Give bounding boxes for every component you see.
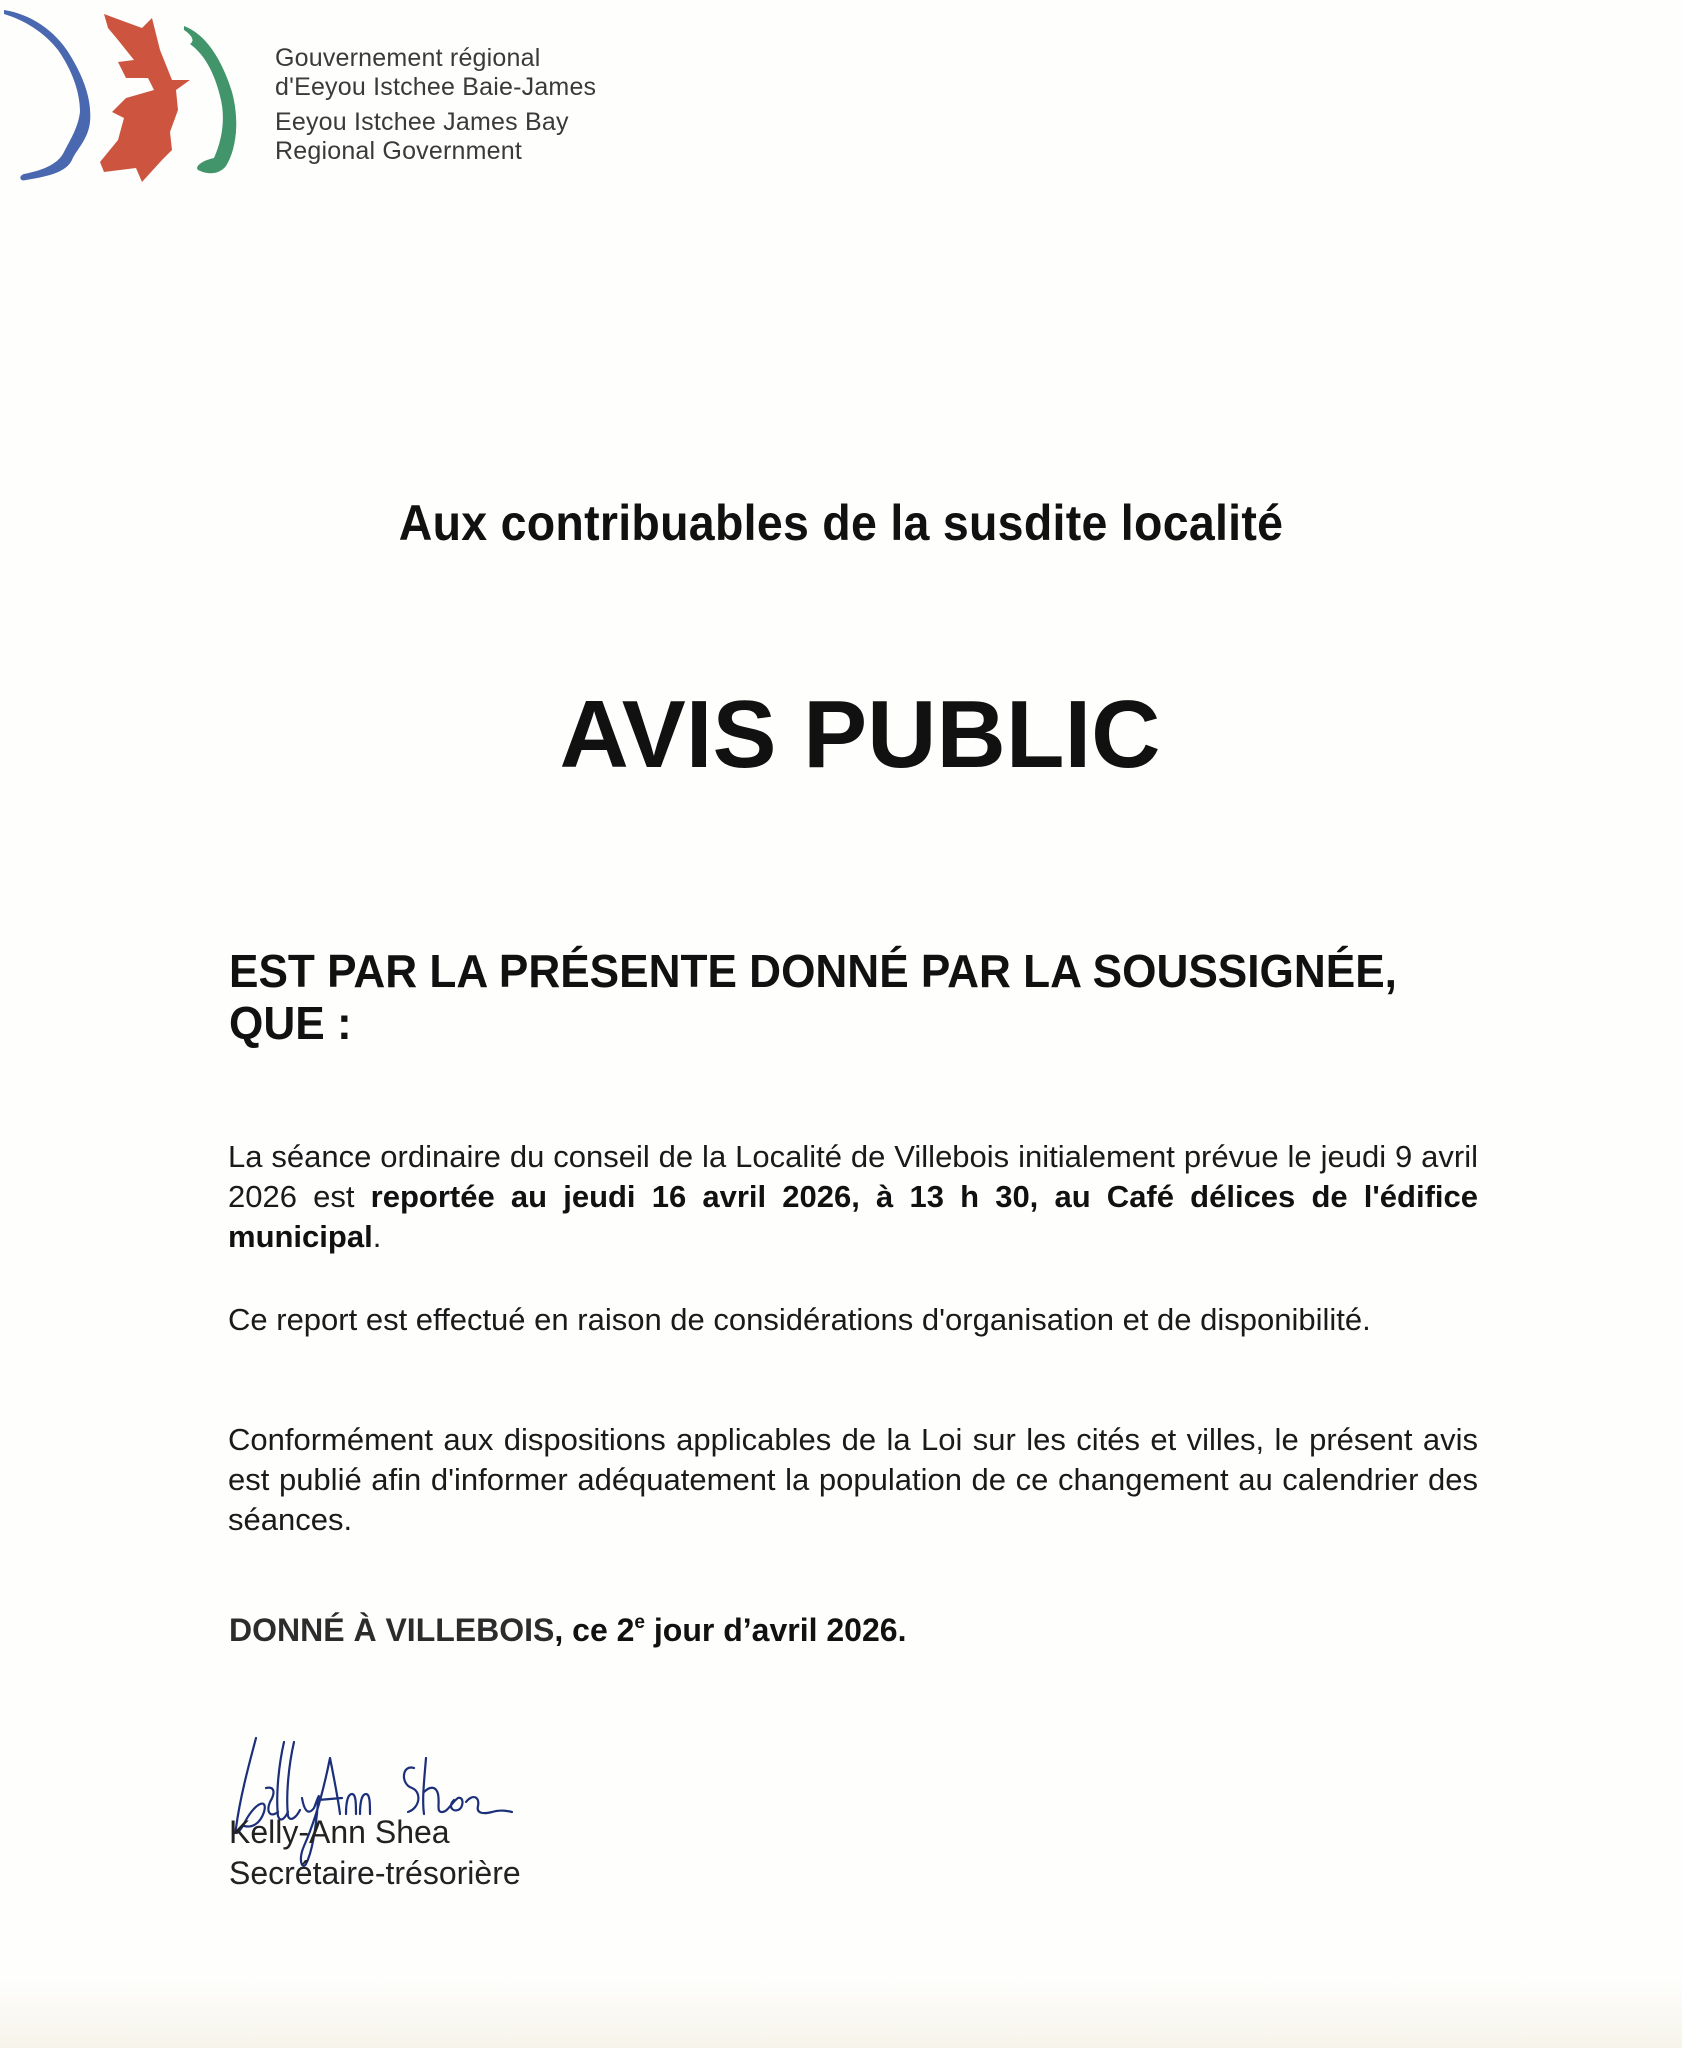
given-date-prefix: , ce 2 xyxy=(554,1612,635,1648)
paragraph-postponement-new-date: reportée au jeudi 16 avril 2026, à 13 h 30, au Café délices de l'édifice municipal xyxy=(228,1179,1478,1254)
signer-title: Secrétaire-trésorière xyxy=(229,1855,521,1891)
recipients-heading: Aux contribuables de la susdite localité xyxy=(398,495,1284,551)
signature-stroke-shea xyxy=(404,1758,512,1814)
logo-blue-stroke xyxy=(4,10,90,180)
notice-title: AVIS PUBLIC xyxy=(559,681,1161,788)
intro-line-1: EST PAR LA PRÉSENTE DONNÉ PAR LA SOUSSIGNÉE, xyxy=(229,945,1397,997)
org-name-en-line2: Regional Government xyxy=(275,137,522,165)
org-name-fr-line1: Gouvernement régional xyxy=(275,44,541,72)
given-date-ordinal: e xyxy=(634,1612,645,1633)
signature-stroke-ann xyxy=(346,1794,370,1814)
org-name-en-line1: Eeyou Istchee James Bay xyxy=(275,108,569,136)
logo-green-stroke xyxy=(184,26,236,173)
given-place: DONNÉ À VILLEBOIS xyxy=(229,1612,555,1648)
paper-edge-shadow xyxy=(0,1978,1682,2048)
eeyou-istchee-logo xyxy=(0,0,250,200)
intro-line-2: QUE : xyxy=(229,997,352,1049)
paragraph-postponement xyxy=(228,1137,1478,1257)
paragraph-legal-basis: Conformément aux dispositions applicables de la Loi sur les cités et villes, le présent avis est publié afin d'informer adéquatement la population de ce changement au calendrier des séances. xyxy=(228,1422,1478,1537)
paragraph-postponement-end: . xyxy=(372,1219,382,1254)
org-name-fr-line2: d'Eeyou Istchee Baie-James xyxy=(275,73,597,101)
logo-red-feather xyxy=(100,14,190,182)
given-date-suffix: jour d’avril 2026. xyxy=(645,1612,907,1648)
paragraph-postponement-text: La séance ordinaire du conseil de la Localité de Villebois initialement prévue le jeudi 9 avril 2026 est xyxy=(228,1139,1478,1214)
given-at-statement xyxy=(229,1612,906,1649)
organization-name xyxy=(275,44,596,166)
signer-name: Kelly-Ann Shea xyxy=(229,1814,450,1850)
paragraph-reason: Ce report est effectué en raison de considérations d'organisation et de disponibilité. xyxy=(228,1302,1371,1337)
intro-statement xyxy=(229,945,1506,1049)
